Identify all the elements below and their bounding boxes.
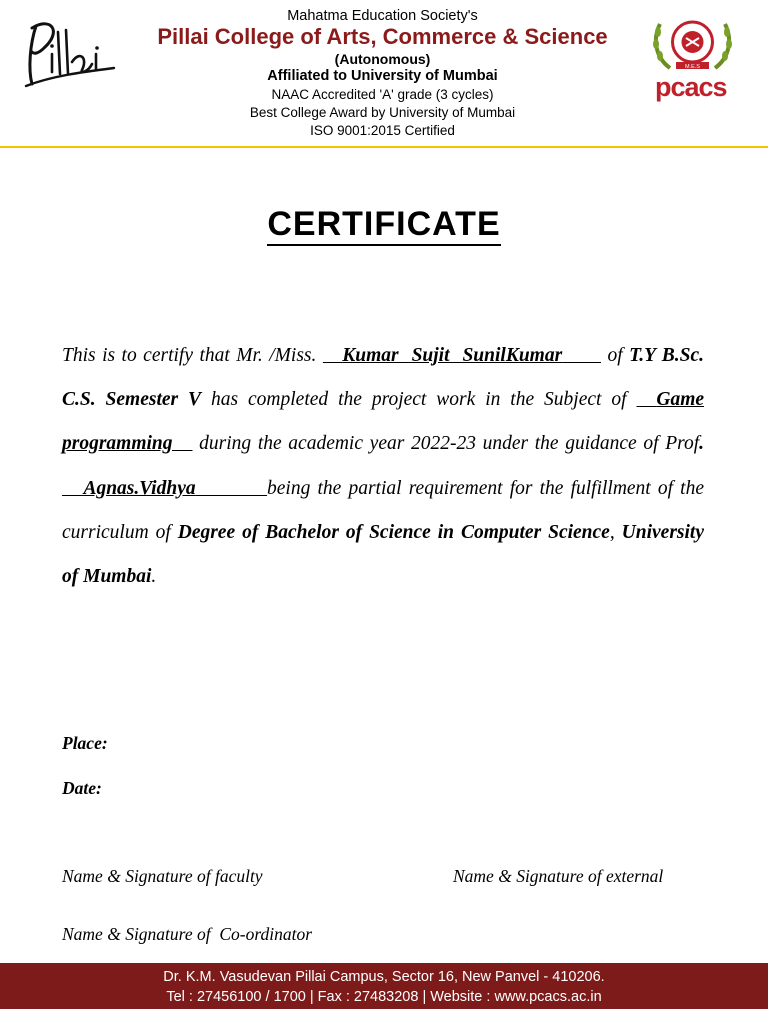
- pcacs-logo-text: pcacs: [655, 72, 727, 102]
- best-college-award: Best College Award by University of Mumbai: [249, 105, 516, 121]
- certificate-title: CERTIFICATE: [267, 205, 500, 246]
- footer-contact: Tel : 27456100 / 1700 | Fax : 27483208 | Website : www.pcacs.ac.in: [166, 989, 602, 1005]
- place-label: Place:: [62, 733, 108, 753]
- footer-address: Dr. K.M. Vasudevan Pillai Campus, Sector 16, New Panvel - 410206.: [163, 969, 605, 985]
- date-label: Date:: [62, 778, 102, 798]
- subject-name: Game programming: [62, 389, 705, 455]
- college-header: [120, 8, 645, 140]
- during-text: during the academic year 2022-23 under the guidance of Prof: [199, 433, 700, 455]
- of-text: of: [607, 345, 623, 366]
- naac-accreditation: NAAC Accredited 'A' grade (3 cycles): [271, 86, 494, 102]
- coordinator-signature: Name & Signature of Co-ordinator: [62, 924, 313, 944]
- university-name: University of Mumbai: [62, 521, 704, 588]
- guide-name: Agnas.Vidhya: [83, 477, 196, 499]
- intro-text: This is to certify that Mr. /Miss.: [62, 345, 317, 366]
- pillai-signature-logo: [22, 14, 122, 94]
- faculty-signature: Name & Signature of faculty: [62, 866, 263, 886]
- class-name: T.Y B.Sc. C.S. Semester V: [62, 345, 705, 411]
- external-signature: Name & Signature of external: [453, 866, 664, 886]
- society-name: Mahatma Education Society's: [287, 8, 478, 24]
- footer: [0, 963, 768, 1009]
- iso-certification: ISO 9001:2015 Certified: [310, 123, 455, 139]
- being-text: being the partial requirement for the fulfillment of the curriculum of: [62, 477, 704, 543]
- crest-label: M.E.S: [685, 64, 700, 70]
- student-name: Kumar Sujit SunilKumar: [342, 345, 563, 366]
- autonomous-label: (Autonomous): [334, 50, 431, 67]
- college-name: Pillai College of Arts, Commerce & Science: [157, 24, 608, 50]
- degree-name: Degree of Bachelor of Science in Computer Science: [177, 521, 610, 543]
- certificate-title-wrap: [0, 205, 768, 244]
- affiliation: Affiliated to University of Mumbai: [267, 67, 498, 84]
- header-divider: [0, 146, 768, 148]
- completed-text: has completed the project work in the Subject of: [210, 389, 627, 411]
- certificate-body: This is to certify that Mr. /Miss. Kumar Sujit SunilKumar of T.Y B.Sc. C.S. Semester V has completed the project work in the Subject of Game programming during the academic year 2022-23 under the guidance of Prof. Agnas.Vidhya being the partial requirement for the fulfillment of the curriculum of Degree of Bachelor of Science in Computer Science, University of Mumbai.: [62, 345, 705, 588]
